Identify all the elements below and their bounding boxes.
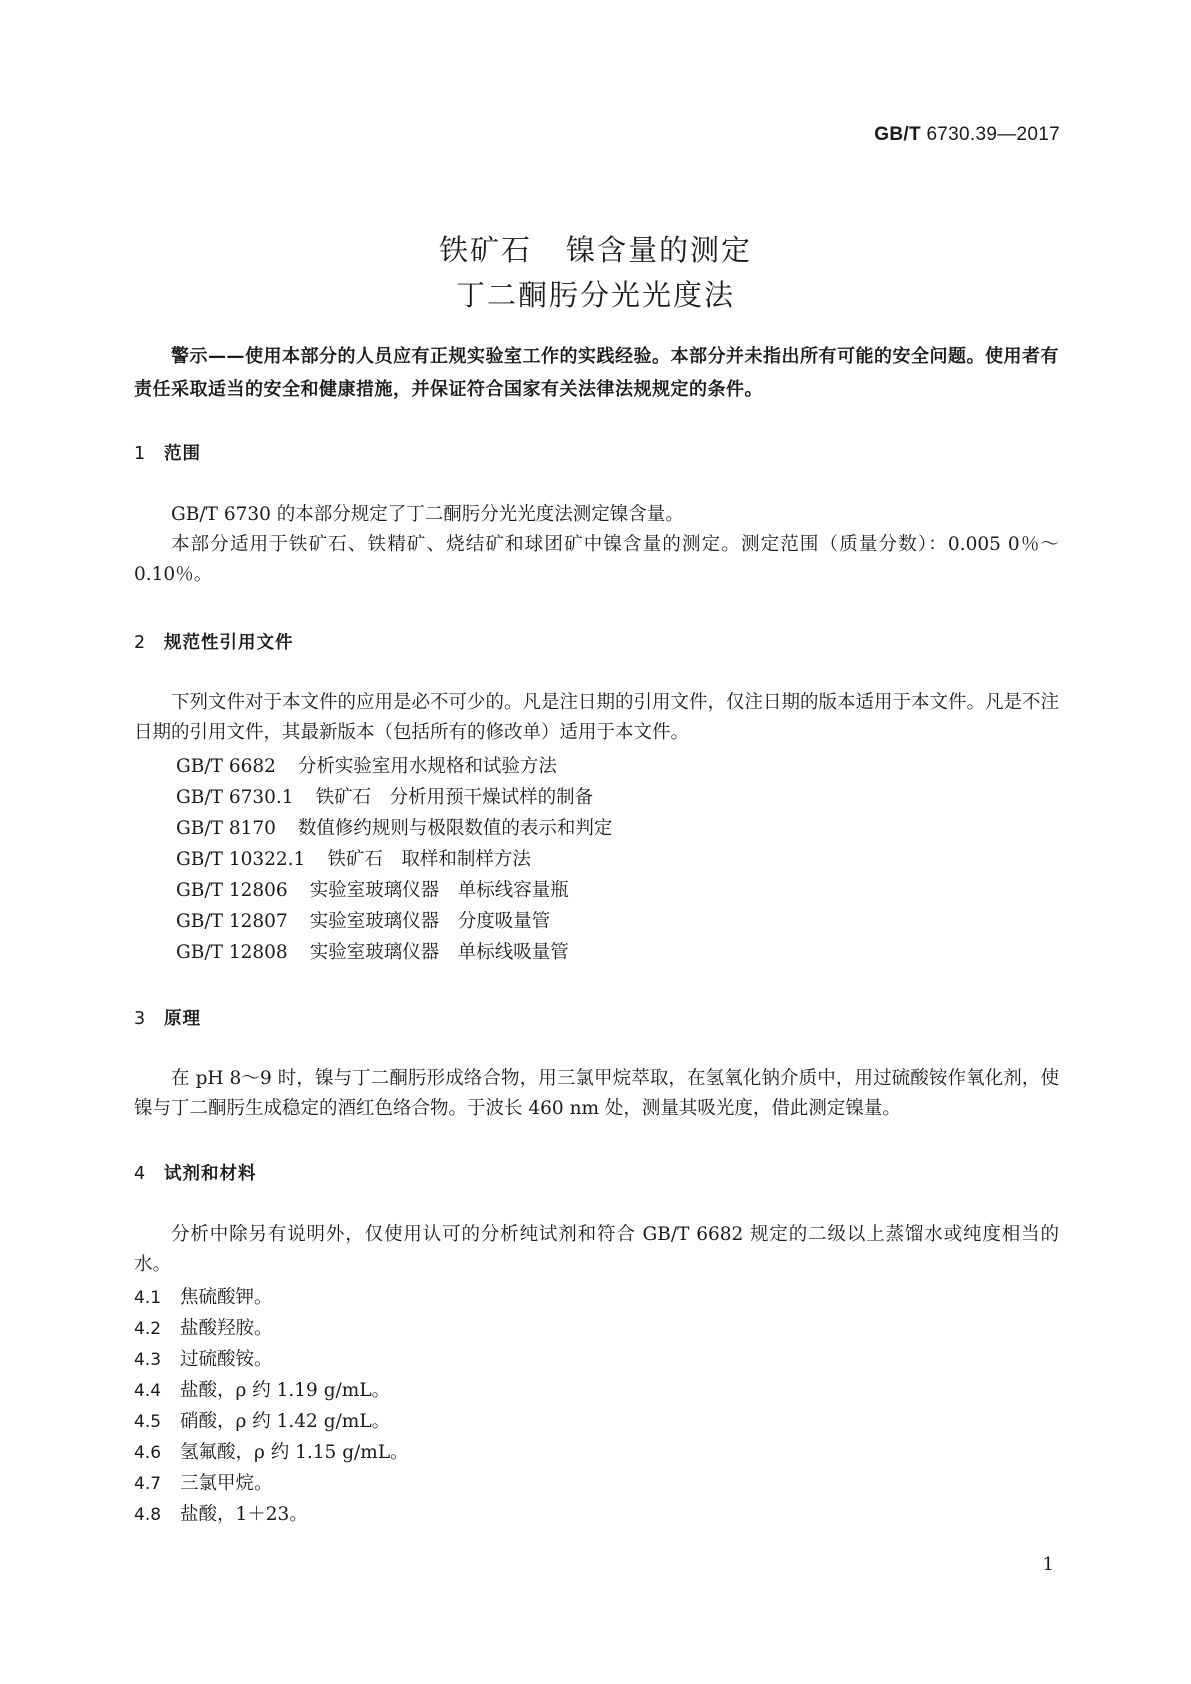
standard-code: 6730.39—2017 <box>920 124 1060 145</box>
section-1-heading <box>134 440 201 465</box>
item-number: 4.4 <box>134 1381 162 1401</box>
section-title: 规范性引用文件 <box>164 633 294 653</box>
reagent-item <box>134 1469 273 1495</box>
reference-code: GB/T 12807 <box>176 911 288 932</box>
reference-name: 实验室玻璃仪器 分度吸量管 <box>309 911 551 932</box>
reference-code: GB/T 12806 <box>176 880 288 901</box>
reference-item <box>176 876 569 902</box>
reference-item <box>176 783 593 809</box>
section-number: 2 <box>134 633 147 653</box>
reagent-item <box>134 1283 273 1309</box>
item-number: 4.8 <box>134 1505 162 1525</box>
item-text: 三氯甲烷。 <box>180 1473 273 1494</box>
item-number: 4.7 <box>134 1474 162 1494</box>
item-text: 焦硫酸钾。 <box>180 1287 273 1308</box>
reference-code: GB/T 6682 <box>176 756 276 777</box>
reagent-item <box>134 1500 308 1526</box>
item-text: 盐酸，1＋23。 <box>180 1504 308 1525</box>
item-text: 氢氟酸，ρ 约 1.15 g/mL。 <box>180 1442 409 1463</box>
document-title-line-1 <box>0 228 1191 269</box>
reference-name: 实验室玻璃仪器 单标线吸量管 <box>309 942 569 963</box>
item-number: 4.2 <box>134 1319 162 1339</box>
principle-paragraph: 在 pH 8～9 时，镍与丁二酮肟形成络合物，用三氯甲烷萃取，在氢氧化钠介质中，用过硫酸铵作氧化剂，使镍与丁二酮肟生成稳定的酒红色络合物。于波长 460 nm 处，测量其吸光度，借此测定镍量。 <box>134 1068 1059 1119</box>
item-text: 盐酸，ρ 约 1.19 g/mL。 <box>180 1380 391 1401</box>
item-text: 硝酸，ρ 约 1.42 g/mL。 <box>180 1411 391 1432</box>
safety-warning: 警示——使用本部分的人员应有正规实验室工作的实践经验。本部分并未指出所有可能的安全问题。使用者有责任采取适当的安全和健康措施，并保证符合国家有关法律法规规定的条件。 <box>134 346 1059 400</box>
section-title: 范围 <box>164 444 201 464</box>
scope-paragraph-1: GB/T 6730 的本部分规定了丁二酮肟分光光度法测定镍含量。 <box>171 504 684 525</box>
reagent-item <box>134 1345 273 1371</box>
reagent-item <box>134 1438 409 1464</box>
reference-name: 实验室玻璃仪器 单标线容量瓶 <box>309 880 569 901</box>
reference-code: GB/T 6730.1 <box>176 787 294 808</box>
item-text: 盐酸羟胺。 <box>180 1318 273 1339</box>
item-text: 过硫酸铵。 <box>180 1349 273 1370</box>
reference-item <box>176 845 531 871</box>
page-number: 1 <box>1042 1554 1054 1575</box>
section-number: 1 <box>134 444 147 464</box>
section-3-heading <box>134 1005 201 1030</box>
reference-code: GB/T 12808 <box>176 942 288 963</box>
section-title: 试剂和材料 <box>164 1164 257 1184</box>
title-topic: 镍含量的测定 <box>566 233 753 267</box>
references-intro: 下列文件对于本文件的应用是必不可少的。凡是注日期的引用文件，仅注日期的版本适用于本文件。凡是不注日期的引用文件，其最新版本（包括所有的修改单）适用于本文件。 <box>134 692 1060 743</box>
section-4-heading <box>134 1160 257 1185</box>
reagent-item <box>134 1314 273 1340</box>
standard-number <box>874 124 1060 146</box>
reagents-intro: 分析中除另有说明外，仅使用认可的分析纯试剂和符合 GB/T 6682 规定的二级以上蒸馏水或纯度相当的水。 <box>134 1224 1059 1275</box>
reagent-item <box>134 1376 390 1402</box>
item-number: 4.3 <box>134 1350 162 1370</box>
reference-item <box>176 938 569 964</box>
section-number: 3 <box>134 1009 147 1029</box>
reference-name: 铁矿石 取样和制样方法 <box>327 849 531 870</box>
title-subject: 铁矿石 <box>438 233 532 267</box>
standard-prefix: GB/T <box>874 124 921 145</box>
document-title-line-2: 丁二酮肟分光光度法 <box>455 278 735 312</box>
reference-code: GB/T 8170 <box>176 818 276 839</box>
reagent-item <box>134 1407 390 1433</box>
reference-name: 数值修约规则与极限数值的表示和判定 <box>297 818 613 839</box>
item-number: 4.5 <box>134 1412 162 1432</box>
reference-code: GB/T 10322.1 <box>176 849 306 870</box>
reference-name: 铁矿石 分析用预干燥试样的制备 <box>315 787 594 808</box>
item-number: 4.1 <box>134 1288 162 1308</box>
section-2-heading <box>134 629 294 654</box>
section-title: 原理 <box>164 1009 201 1029</box>
reference-item <box>176 752 557 778</box>
reference-item <box>176 814 612 840</box>
scope-paragraph-2: 本部分适用于铁矿石、铁精矿、烧结矿和球团矿中镍含量的测定。测定范围（质量分数）：0.005 0％～0.10％。 <box>134 534 1059 585</box>
reference-name: 分析实验室用水规格和试验方法 <box>297 756 557 777</box>
section-number: 4 <box>134 1164 147 1184</box>
reference-item <box>176 907 550 933</box>
item-number: 4.6 <box>134 1443 162 1463</box>
